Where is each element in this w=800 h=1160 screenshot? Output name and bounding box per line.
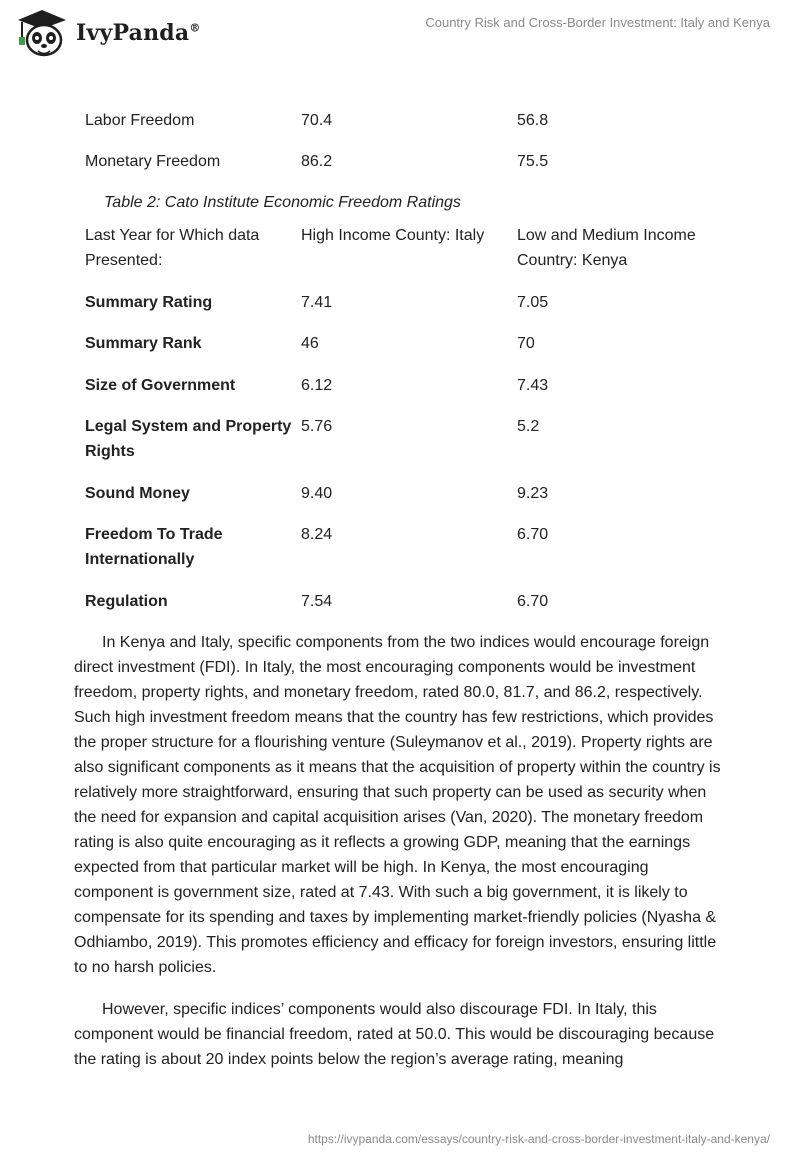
table-row [74, 414, 729, 481]
italy-value: 86.2 [301, 153, 333, 170]
header-italy: High Income County: Italy [301, 227, 485, 244]
table-header-row [74, 223, 729, 290]
panda-graduate-icon [14, 8, 70, 58]
kenya-value: 70 [517, 335, 535, 352]
kenya-value: 75.5 [517, 153, 549, 170]
kenya-value: 9.23 [517, 485, 549, 502]
row-label: Summary Rating [85, 294, 213, 311]
header-year: Last Year for Which data Presented: [85, 227, 260, 269]
kenya-value: 6.70 [517, 526, 549, 543]
row-label: Regulation [85, 593, 168, 610]
kenya-value: 56.8 [517, 112, 549, 129]
ivypanda-logo[interactable] [14, 8, 201, 58]
italy-value: 8.24 [301, 526, 333, 543]
row-label: Size of Government [85, 377, 236, 394]
table-row [74, 290, 729, 331]
italy-value: 46 [301, 335, 319, 352]
table-row [74, 481, 729, 522]
table-row [74, 373, 729, 414]
kenya-value: 5.2 [517, 418, 540, 435]
row-label: Freedom To Trade Internationally [85, 526, 223, 568]
row-label: Summary Rank [85, 335, 202, 352]
row-label: Sound Money [85, 485, 190, 502]
italy-value: 7.54 [301, 593, 333, 610]
document-title: Country Risk and Cross-Border Investment: Italy and Kenya [425, 15, 770, 30]
kenya-value: 7.05 [517, 294, 549, 311]
italy-value: 9.40 [301, 485, 333, 502]
italy-value: 5.76 [301, 418, 333, 435]
document-body [74, 108, 729, 1072]
kenya-value: 7.43 [517, 377, 549, 394]
page-header [0, 0, 800, 70]
body-paragraph: In Kenya and Italy, specific components from the two indices would encourage foreign direct investment (FDI). In Italy, the most encouraging components would be investment freedom, property rights, and monetary freedom, rated 80.0, 81.7, and 86.2, respectively. Such high investment freedom means that the country has few restrictions, which provides the proper structure for a flourishing venture (Suleymanov et al., 2019). Property rights are also significant components as it means that the acquisition of property within the country is relatively more straightforward, ensuring that such property can be used as security when the need for expansion and capital acquisition arises (Van, 2020). The monetary freedom rating is also quite encouraging as it reflects a growing GDP, meaning that the earnings expected from that particular market will be high. In Kenya, the most encouraging component is government size, rated at 7.43. With such a big government, it is likely to compensate for its spending and taxes by implementing market-friendly policies (Nyasha & Odhiambo, 2019). This promotes efficiency and efficacy for foreign investors, ensuring little to no harsh policies. [74, 634, 721, 976]
italy-value: 6.12 [301, 377, 333, 394]
registered-mark: ® [189, 21, 201, 35]
table-caption: Table 2: Cato Institute Economic Freedom Ratings [104, 194, 461, 211]
brand-name: IvyPanda® [76, 20, 201, 46]
header-kenya: Low and Medium Income Country: Kenya [517, 227, 696, 269]
body-paragraph: However, specific indices’ components would also discourage FDI. In Italy, this component would be financial freedom, rated at 50.0. This would be discouraging because the rating is about 20 index points below the region’s average rating, meaning [74, 1001, 715, 1068]
kenya-value: 6.70 [517, 593, 549, 610]
table-row [74, 589, 729, 630]
row-label: Labor Freedom [85, 112, 195, 129]
row-label: Legal System and Property Rights [85, 418, 292, 460]
table-row [74, 149, 729, 190]
row-label: Monetary Freedom [85, 153, 221, 170]
italy-value: 7.41 [301, 294, 333, 311]
table-row [74, 108, 729, 149]
table-row [74, 522, 729, 589]
italy-value: 70.4 [301, 112, 333, 129]
source-url[interactable]: https://ivypanda.com/essays/country-risk-and-cross-border-investment-italy-and-kenya/ [307, 1132, 770, 1146]
table-row [74, 331, 729, 373]
